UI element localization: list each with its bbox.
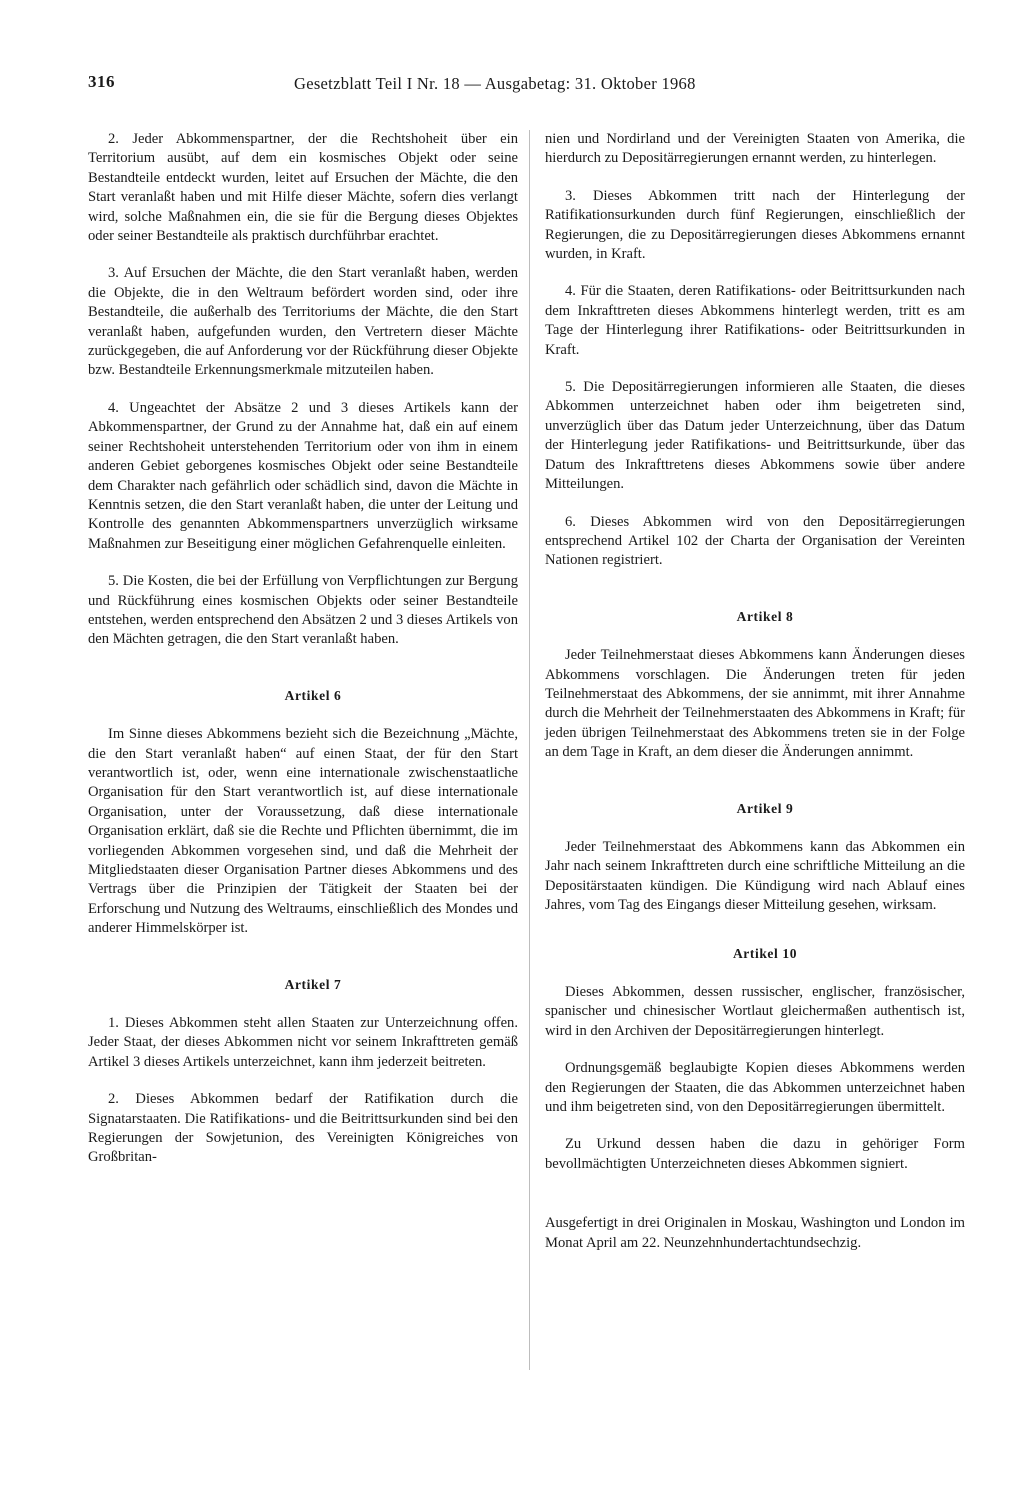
paragraph: Jeder Teilnehmerstaat dieses Abkommens kann Änderungen dieses Abkommens vorschlagen. Die Änderungen treten für jeden Teilnehmerstaat des Abkommens, der sie annimmt, mit ihrer Annahme durch die Mehrheit der Teilnehmerstaaten des Abkommens in Kraft; für jeden übrigen Teilnehmerstaat des Abkommens treten sie in der Folge an dem Tage in Kraft, an dem dieser die Änderungen annimmt. bbox=[545, 647, 965, 761]
paragraph: Jeder Teilnehmerstaat des Abkommens kann das Abkommen ein Jahr nach seinem Inkrafttreten durch eine schriftliche Mitteilung an die Depositärstaaten kündigen. Die Kündigung wird nach Ablauf eines Jahres, vom Tag des Eingangs dieser Mitteilung gesehen, wirksam. bbox=[545, 838, 965, 914]
paragraph: Dieses Abkommen, dessen russischer, englischer, französischer, spanischer und chinesischer Wortlaut gleichermaßen authentisch ist, wird in den Archiven der Depositärregierungen hinterlegt. bbox=[545, 984, 965, 1039]
paragraph: 4. Für die Staaten, deren Ratifikations- oder Beitrittsurkunden nach dem Inkrafttreten dieses Abkommens hinterlegt werden, tritt es am Tage der Hinterlegung ihrer Ratifikations- oder Beitrittsurkunden in Kraft. bbox=[545, 283, 965, 358]
article-heading: Artikel 7 bbox=[284, 976, 342, 992]
paragraph: 2. Jeder Abkommenspartner, der die Rechtshoheit über ein Territorium ausübt, auf dem ein kosmisches Objekt oder seine Bestandteile entdeckt wurden, leitet auf Ersuchen der Mächte, die den Start veranlaßt haben und mit Hilfe dieser Mächte, sofern dies verlangt wird, solche Maßnahmen ein, die sie für die Bergung dieses Objektes oder seiner Bestandteile als praktisch durchführbar erachtet. bbox=[88, 131, 518, 245]
column-divider bbox=[529, 130, 530, 1370]
header-title: Gesetzblatt Teil I Nr. 18 — Ausgabetag: 31. Oktober 1968 bbox=[294, 74, 696, 93]
paragraph: 1. Dieses Abkommen steht allen Staaten zur Unterzeichnung offen. Jeder Staat, der dieses Abkommen nicht vor seinem Inkrafttreten gemäß Artikel 3 dieses Artikels unterzeichnet, kann ihm jederzeit beitreten. bbox=[88, 1015, 518, 1070]
paragraph: 5. Die Kosten, die bei der Erfüllung von Verpflichtungen zur Bergung und Rückführung eines kosmischen Objekts oder seiner Bestandteile entstehen, werden entsprechend den Absätzen 2 und 3 dieses Artikels von den Mächten getragen, die den Start veranlaßt haben. bbox=[88, 573, 518, 648]
left-column bbox=[88, 130, 518, 1168]
article-heading: Artikel 10 bbox=[732, 945, 798, 961]
paragraph: Ordnungsgemäß beglaubigte Kopien dieses Abkommens werden den Regierungen der Staaten, die das Abkommen unterzeichnet haben und ihm beigetreten sind, von den Depositärregierungen übermittelt. bbox=[545, 1060, 965, 1116]
page-header bbox=[88, 72, 968, 102]
page-number: 316 bbox=[88, 72, 115, 91]
paragraph: 5. Die Depositärregierungen informieren alle Staaten, die dieses Abkommen unterzeichnet haben oder ihm beigetreten sind, unverzüglich über das Datum jeder Unterzeichnung, über das Datum der Hinterlegung jeder Ratifikations- und Beitrittsurkunde, über das Datum des Inkrafttretens dieses Abkommens sowie über andere Mitteilungen. bbox=[545, 379, 965, 493]
paragraph: Im Sinne dieses Abkommens bezieht sich die Bezeichnung „Mächte, die den Start veranlaßt haben“ auf einen Staat, der für den Start verantwortlich ist, oder, wenn eine internationale zwischenstaatliche Organisation für den Start verantwortlich ist, auf diese internationale Organisation, unter der Voraussetzung, daß diese internationale Organisation erklärt, daß sie die Rechte und Pflichten übernimmt, die im vorliegenden Abkommen vorgesehen sind, und daß die Mehrheit der Mitgliedstaaten dieser Organisation Partner dieses Abkommens und des Vertrags über die Prinzipien der Tätigkeit der Staaten bei der Erforschung und Nutzung des Weltraums, einschließlich des Mondes und anderer Himmelskörper ist. bbox=[88, 726, 518, 937]
paragraph: 4. Ungeachtet der Absätze 2 und 3 dieses Artikels kann der Abkommenspartner, der Grund zu der Annahme hat, daß ein auf einem seiner Rechtshoheit unterstehenden Territorium oder von ihm in einem anderen Gebiet geborgenes kosmisches Objekt oder seine Bestandteile dem Charakter nach gefährlich oder schädlich sind, davon die Mächte in Kenntnis setzen, die den Start veranlaßt haben, die unter der Leitung und Kontrolle des genannten Abkommenspartners unverzüglich wirksame Maßnahmen zur Beseitigung einer möglichen Gefahrenquelle einleiten. bbox=[88, 399, 518, 552]
article-heading: Artikel 8 bbox=[736, 608, 794, 624]
paragraph: Zu Urkund dessen haben die dazu in gehöriger Form bevollmächtigten Unterzeichneten dieses Abkommen signiert. bbox=[545, 1136, 965, 1172]
right-column bbox=[545, 130, 965, 1253]
paragraph: 6. Dieses Abkommen wird von den Depositärregierungen entsprechend Artikel 102 der Charta der Organisation der Vereinten Nationen registriert. bbox=[545, 513, 965, 569]
paragraph: 3. Dieses Abkommen tritt nach der Hinterlegung der Ratifikationsurkunden durch fünf Regierungen, einschließlich der Regierungen, die zu Depositärregierungen dieses Abkommens ernannt wurden, in Kraft. bbox=[545, 187, 965, 263]
article-heading: Artikel 9 bbox=[736, 800, 794, 816]
paragraph: 2. Dieses Abkommen bedarf der Ratifikation durch die Signatarstaaten. Die Ratifikations- und die Beitrittsurkunden sind bei den Regierungen der Sowjetunion, des Vereinigten Königreiches von Großbritan- bbox=[88, 1091, 518, 1166]
paragraph: nien und Nordirland und der Vereinigten Staaten von Amerika, die hierdurch zu Depositärregierungen ernannt werden, zu hinterlegen. bbox=[545, 131, 965, 167]
paragraph: 3. Auf Ersuchen der Mächte, die den Start veranlaßt haben, werden die Objekte, die in den Weltraum befördert worden sind, oder ihre Bestandteile, die außerhalb des Territoriums der Mächte, die den Start veranlaßt haben, aufgefunden wurden, den Vertretern dieser Mächte zurückgegeben, die auf Anforderung vor der Rückführung dieser Objekte bzw. Bestandteile Erkennungsmerkmale mitzuteilen haben. bbox=[88, 265, 518, 379]
article-heading: Artikel 6 bbox=[284, 687, 342, 703]
signing-statement: Ausgefertigt in drei Originalen in Moskau, Washington und London im Monat April am 22. Neunzehnhundertachtundsechzig. bbox=[545, 1215, 965, 1251]
